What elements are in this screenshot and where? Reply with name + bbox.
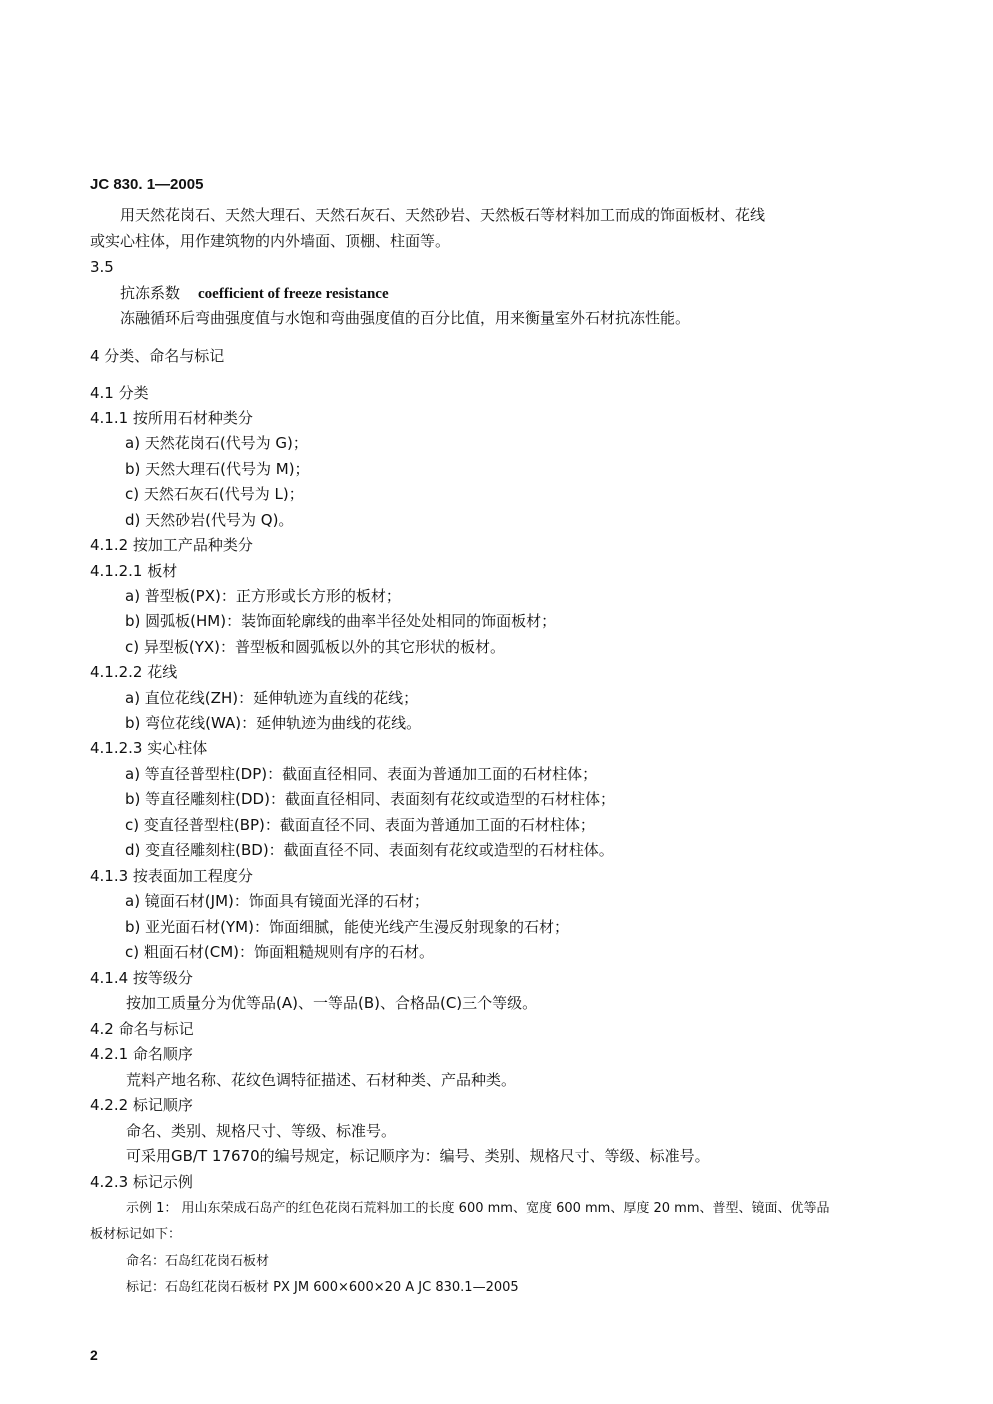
- paragraph: 可采用GB/T 17670的编号规定，标记顺序为：编号、类别、规格尺寸、等级、标准号。: [126, 1147, 710, 1165]
- list-item: a) 普型板(PX)：正方形或长方形的板材；: [125, 587, 401, 605]
- paragraph: 或实心柱体，用作建筑物的内外墙面、顶棚、柱面等。: [90, 232, 451, 250]
- subsection-heading: 4.1.2.1 板材: [90, 562, 178, 580]
- example-mark: 标记：石岛红花岗石板材 PX JM 600×600×20 A JC 830.1—2005: [126, 1280, 519, 1295]
- subsection-heading: 4.1.3 按表面加工程度分: [90, 867, 253, 885]
- term-english: coefficient of freeze resistance: [198, 286, 389, 302]
- list-item: b) 天然大理石(代号为 M)；: [125, 460, 310, 478]
- section-heading: 4 分类、命名与标记: [90, 347, 225, 365]
- list-item: c) 变直径普型柱(BP)：截面直径不同、表面为普通加工面的石材柱体；: [125, 816, 595, 834]
- example-text: 示例 1： 用山东荣成石岛产的红色花岗石荒料加工的长度 600 mm、宽度 600 mm、厚度 20 mm、普型、镜面、优等品: [126, 1201, 830, 1216]
- list-item: a) 等直径普型柱(DP)：截面直径相同、表面为普通加工面的石材柱体；: [125, 765, 598, 783]
- definition: 冻融循环后弯曲强度值与水饱和弯曲强度值的百分比值，用来衡量室外石材抗冻性能。: [120, 309, 691, 327]
- list-item: a) 天然花岗石(代号为 G)；: [125, 434, 308, 452]
- section-heading: 4.1 分类: [90, 384, 149, 402]
- subsection-heading: 4.1.4 按等级分: [90, 969, 193, 987]
- subsection-heading: 4.2.1 命名顺序: [90, 1045, 193, 1063]
- section-heading: 4.2 命名与标记: [90, 1020, 194, 1038]
- clause-number: 3.5: [90, 258, 114, 276]
- paragraph: 命名、类别、规格尺寸、等级、标准号。: [126, 1122, 397, 1140]
- subsection-heading: 4.1.2.3 实心柱体: [90, 739, 208, 757]
- paragraph: 用天然花岗石、天然大理石、天然石灰石、天然砂岩、天然板石等材料加工而成的饰面板材、花线: [120, 206, 766, 224]
- term: [120, 283, 389, 304]
- subsection-heading: 4.2.2 标记顺序: [90, 1096, 193, 1114]
- list-item: b) 等直径雕刻柱(DD)：截面直径相同、表面刻有花纹或造型的石材柱体；: [125, 790, 615, 808]
- standard-number: JC 830. 1—2005: [90, 176, 204, 193]
- list-item: c) 粗面石材(CM)：饰面粗糙规则有序的石材。: [125, 943, 434, 961]
- subsection-heading: 4.2.3 标记示例: [90, 1173, 193, 1191]
- list-item: b) 亚光面石材(YM)：饰面细腻，能使光线产生漫反射现象的石材；: [125, 918, 569, 936]
- page-number: 2: [90, 1347, 98, 1363]
- example-text: 板材标记如下：: [90, 1227, 182, 1242]
- list-item: d) 变直径雕刻柱(BD)：截面直径不同、表面刻有花纹或造型的石材柱体。: [125, 841, 614, 859]
- example-name: 命名：石岛红花岗石板材: [126, 1254, 270, 1269]
- list-item: b) 弯位花线(WA)：延伸轨迹为曲线的花线。: [125, 714, 422, 732]
- list-item: a) 镜面石材(JM)：饰面具有镜面光泽的石材；: [125, 892, 429, 910]
- paragraph: 按加工质量分为优等品(A)、一等品(B)、合格品(C)三个等级。: [126, 994, 538, 1012]
- list-item: c) 天然石灰石(代号为 L)；: [125, 485, 304, 503]
- list-item: d) 天然砂岩(代号为 Q)。: [125, 511, 294, 529]
- subsection-heading: 4.1.2 按加工产品种类分: [90, 536, 253, 554]
- list-item: c) 异型板(YX)：普型板和圆弧板以外的其它形状的板材。: [125, 638, 506, 656]
- subsection-heading: 4.1.2.2 花线: [90, 663, 178, 681]
- list-item: b) 圆弧板(HM)：装饰面轮廓线的曲率半径处处相同的饰面板材；: [125, 612, 557, 630]
- paragraph: 荒料产地名称、花纹色调特征描述、石材种类、产品种类。: [126, 1071, 517, 1089]
- subsection-heading: 4.1.1 按所用石材种类分: [90, 409, 253, 427]
- term-chinese: 抗冻系数: [120, 284, 181, 302]
- list-item: a) 直位花线(ZH)：延伸轨迹为直线的花线；: [125, 689, 419, 707]
